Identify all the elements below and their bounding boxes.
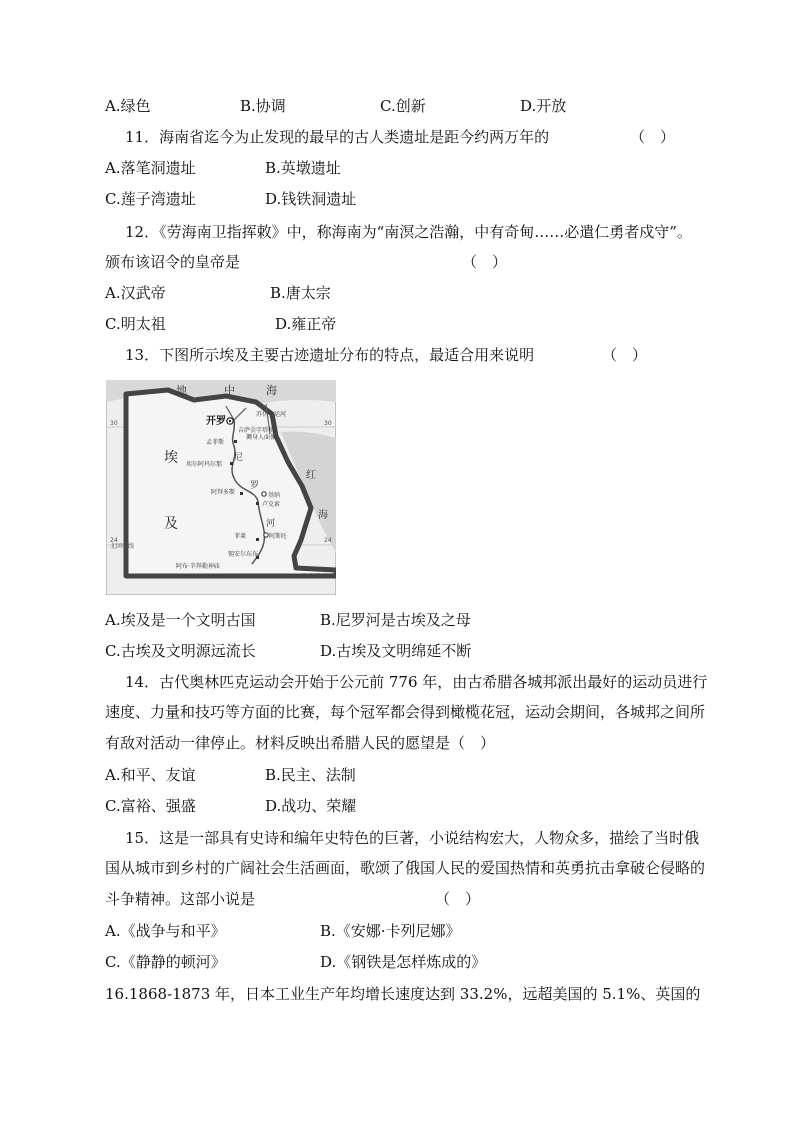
q15-option-a: A.《战争与和平》 xyxy=(105,922,226,940)
q10-option-b: B.协调 xyxy=(240,97,286,115)
map-label-lat24-left: 24 xyxy=(110,537,118,544)
q14-line1: 14．古代奥林匹克运动会开始于公元前 776 年，由古希腊各城邦派出最好的运动员进行 xyxy=(125,673,708,691)
q14-option-c: C.富裕、强盛 xyxy=(105,797,196,815)
q11-option-c: C.莲子湾遗址 xyxy=(105,190,196,208)
map-label-cairo: 开罗 xyxy=(206,416,226,427)
q15-option-d: D.《钢铁是怎样炼成的》 xyxy=(320,953,487,971)
map-label-abu-simbel: 阿布·辛拜勒神庙 xyxy=(176,563,220,570)
q15-line2: 国从城市到乡村的广阔社会生活画面，歌颂了俄国人民的爱国热情和英勇抗击拿破仑侵略的 xyxy=(105,859,706,877)
map-label-lat30-left: 30 xyxy=(110,420,118,427)
q10-option-c: C.创新 xyxy=(380,97,426,115)
q12-option-c: C.明太祖 xyxy=(105,315,166,333)
q10-option-d: D.开放 xyxy=(520,97,567,115)
q13-stem: 13．下图所示埃及主要古迹遗址分布的特点，最适合用来说明 xyxy=(125,346,535,364)
q13-answer-paren: （ ） xyxy=(602,346,648,364)
q13-option-c: C.古埃及文明源远流长 xyxy=(105,642,256,660)
map-label-tropic: 北回归线 xyxy=(110,543,135,550)
q13-option-b: B.尼罗河是古埃及之母 xyxy=(320,611,471,629)
q16-line1: 16.1868-1873 年，日本工业生产年均增长速度达到 33.2%，远超美国的 5.1%、英国的 xyxy=(105,985,701,1003)
q15-option-c: C.《静静的顿河》 xyxy=(105,953,226,971)
map-label-nile-3: 河 xyxy=(266,519,276,529)
q14-line2: 速度、力量和技巧等方面的比赛，每个冠军都会得到橄榄花冠，运动会期间，各城邦之间所 xyxy=(105,703,706,721)
q12-stem-line2: 颁布该诏令的皇帝是 xyxy=(105,253,241,271)
map-label-suez: 苏伊士运河 xyxy=(256,411,287,418)
q14-option-b: B.民主、法制 xyxy=(265,766,356,784)
map-label-pyramids-2: 狮身人面像 xyxy=(246,434,277,441)
q11-option-b: B.英墩遗址 xyxy=(265,159,341,177)
q10-option-a: A.绿色 xyxy=(105,97,151,115)
q12-option-d: D.雍正帝 xyxy=(275,315,337,333)
map-label-lat24-right: 24 xyxy=(324,537,332,544)
q12-stem-line1: 12．《劳海南卫指挥敕》中，称海南为“南溟之浩瀚，中有奇甸……必遣仁勇者戍守”。 xyxy=(125,223,692,241)
map-label-abydos: 阿拜多斯 xyxy=(211,489,236,496)
q15-line1: 15．这是一部具有史诗和编年史特色的巨著，小说结构宏大，人物众多，描绘了当时俄 xyxy=(125,829,700,847)
map-label-kom: 锡安尔东布 xyxy=(228,551,259,558)
q15-option-b: B.《安娜·卡列尼娜》 xyxy=(320,922,461,940)
q11-option-a: A.落笔洞遗址 xyxy=(105,159,196,177)
map-label-sea-3: 海 xyxy=(266,384,277,397)
map-label-amarna: 埃尔阿玛尔那 xyxy=(186,461,223,468)
map-label-nile-1: 尼 xyxy=(234,453,244,463)
map-label-aswan: 阿斯旺 xyxy=(269,533,288,540)
q11-stem: 11．海南省迄今为止发现的最早的古人类遗址是距今约两万年的 xyxy=(125,128,550,146)
map-label-sea-1: 地 xyxy=(176,384,187,397)
egypt-map-figure xyxy=(106,380,336,595)
map-label-pyramids-1: 吉萨金字塔和 xyxy=(238,427,275,434)
map-label-egypt-2: 及 xyxy=(164,516,178,532)
map-label-red-sea-2: 海 xyxy=(318,510,328,521)
q11-answer-paren: （ ） xyxy=(630,128,676,146)
map-label-egypt-1: 埃 xyxy=(164,450,178,466)
map-label-red-sea-1: 红 xyxy=(306,470,316,481)
map-label-memphis: 孟菲斯 xyxy=(206,439,225,446)
map-label-philae: 菲莱 xyxy=(234,533,247,540)
q14-line3: 有敌对活动一律停止。材料反映出希腊人民的愿望是（ ） xyxy=(105,734,496,752)
q13-option-a: A.埃及是一个文明古国 xyxy=(105,611,256,629)
q15-answer-paren: （ ） xyxy=(435,890,481,908)
map-label-lat30-right: 30 xyxy=(324,420,332,427)
q15-line3: 斗争精神。这部小说是 xyxy=(105,890,256,908)
map-label-nile-2: 罗 xyxy=(250,481,260,491)
map-label-qena: 基纳 xyxy=(268,492,281,499)
q14-option-a: A.和平、友谊 xyxy=(105,766,196,784)
q13-option-d: D.古埃及文明绵延不断 xyxy=(320,642,472,660)
q12-option-a: A.汉武帝 xyxy=(105,284,166,302)
map-label-luxor: 卢克索 xyxy=(262,501,281,508)
q12-option-b: B.唐太宗 xyxy=(270,284,331,302)
map-label-sea-2: 中 xyxy=(224,384,235,397)
q12-answer-paren: （ ） xyxy=(462,253,508,271)
q14-option-d: D.战功、荣耀 xyxy=(265,797,357,815)
q11-option-d: D.钱铁洞遗址 xyxy=(265,190,357,208)
